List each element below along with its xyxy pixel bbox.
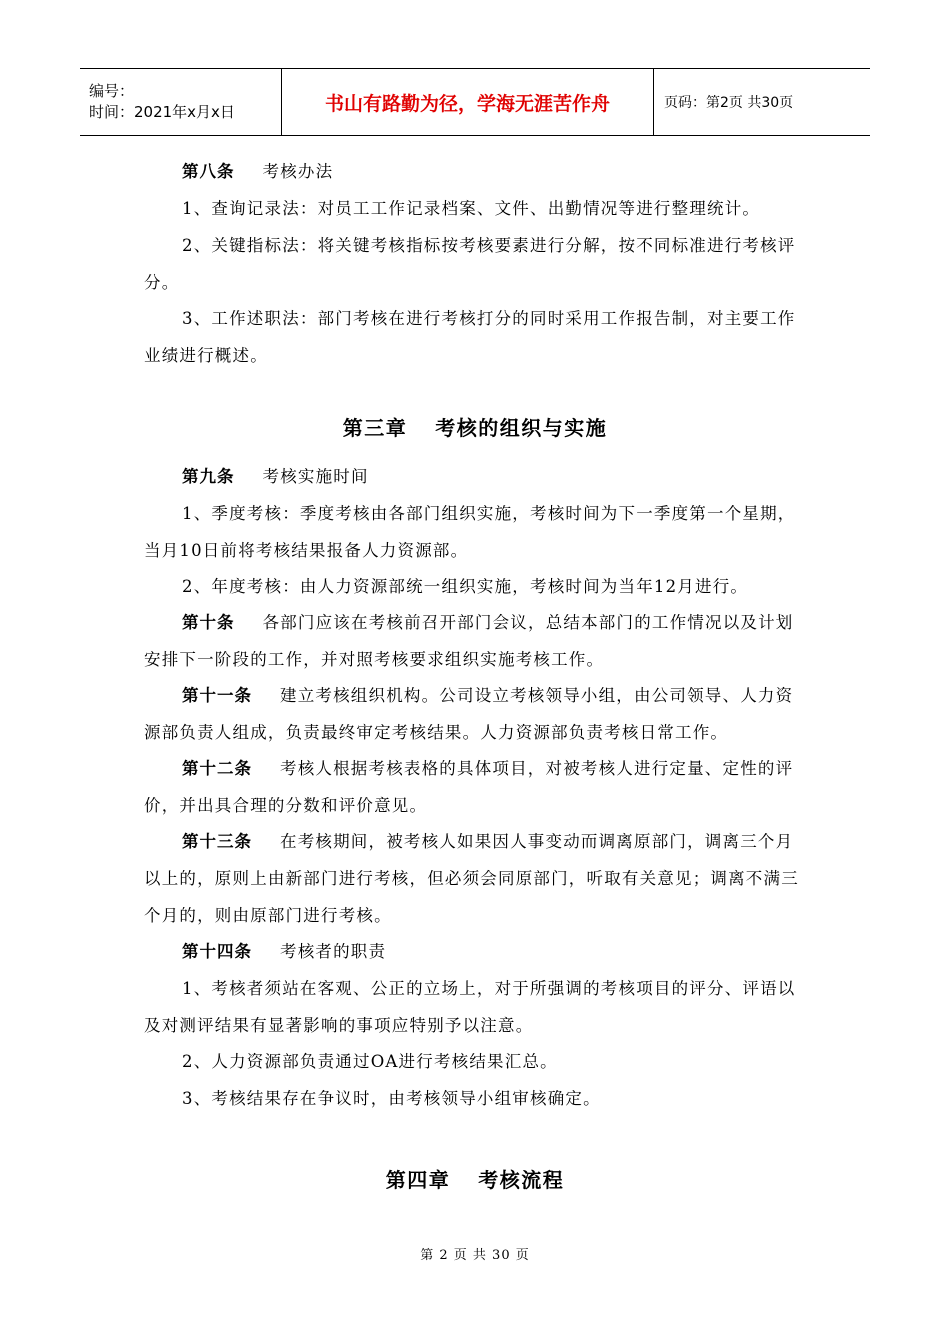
- chapter-3-heading: [144, 412, 806, 441]
- page-footer: 第 2 页 共 30 页: [420, 1248, 530, 1263]
- article-title: 考核办法: [262, 162, 334, 181]
- article-text: 考核人根据考核表格的具体项目，对被考核人进行定量、定性的评价，并出具合理的分数和评价意见。: [144, 759, 794, 815]
- article-14-heading: [144, 933, 806, 970]
- article-13: [144, 823, 806, 934]
- header-meta: [80, 69, 282, 135]
- chapter-4-heading: [144, 1164, 806, 1193]
- document-number-label: 编号：: [89, 82, 135, 100]
- article-number: 第十四条: [182, 942, 252, 961]
- paragraph: 1、考核者须站在客观、公正的立场上，对于所强调的考核项目的评分、评语以及对测评结果有显著影响的事项应特别予以注意。: [144, 979, 796, 1035]
- chapter-title: 考核流程: [478, 1168, 565, 1192]
- paragraph: 3、考核结果存在争议时，由考核领导小组审核确定。: [182, 1089, 601, 1108]
- article-number: 第八条: [182, 162, 235, 181]
- article-text: 建立考核组织机构。公司设立考核领导小组，由公司领导、人力资源部负责人组成，负责最终审定考核结果。人力资源部负责考核日常工作。: [144, 686, 794, 742]
- header-page-number: 页码：第2页 共30页: [664, 95, 794, 111]
- header-motto: 书山有路勤为径，学海无涯苦作舟: [282, 69, 654, 135]
- article-number: 第十条: [182, 613, 235, 632]
- document-date-label: 时间：2021年x月x日: [89, 103, 235, 121]
- chapter-title: 考核的组织与实施: [435, 416, 608, 440]
- article-12: [144, 750, 806, 824]
- article-text: 在考核期间，被考核人如果因人事变动而调离原部门，调离三个月以上的，原则上由新部门进行考核，但必须会同原部门，听取有关意见；调离不满三个月的，则由原部门进行考核。: [144, 832, 799, 925]
- article-title: 考核实施时间: [262, 467, 369, 486]
- page-header: [80, 68, 870, 136]
- article-title: 考核者的职责: [280, 942, 387, 961]
- article-number: 第十一条: [182, 686, 252, 705]
- article-number: 第九条: [182, 467, 235, 486]
- paragraph: 2、年度考核：由人力资源部统一组织实施，考核时间为当年12月进行。: [182, 577, 749, 596]
- paragraph: 1、查询记录法：对员工工作记录档案、文件、出勤情况等进行整理统计。: [182, 199, 761, 218]
- paragraph: 2、关键指标法：将关键考核指标按考核要素进行分解，按不同标准进行考核评分。: [144, 236, 796, 292]
- article-number: 第十三条: [182, 832, 252, 851]
- paragraph: 2、人力资源部负责通过OA进行考核结果汇总。: [182, 1052, 558, 1071]
- article-11: [144, 677, 806, 751]
- chapter-number: 第四章: [385, 1168, 451, 1192]
- paragraph: 3、工作述职法：部门考核在进行考核打分的同时采用工作报告制，对主要工作业绩进行概述。: [144, 309, 796, 365]
- article-8-heading: [144, 153, 806, 190]
- article-number: 第十二条: [182, 759, 252, 778]
- article-9-heading: [144, 458, 806, 495]
- article-text: 各部门应该在考核前召开部门会议，总结本部门的工作情况以及计划安排下一阶段的工作，并对照考核要求组织实施考核工作。: [144, 613, 794, 669]
- article-10: [144, 604, 806, 678]
- paragraph: 1、季度考核：季度考核由各部门组织实施，考核时间为下一季度第一个星期，当月10日前将考核结果报备人力资源部。: [144, 504, 796, 560]
- chapter-number: 第三章: [342, 416, 408, 440]
